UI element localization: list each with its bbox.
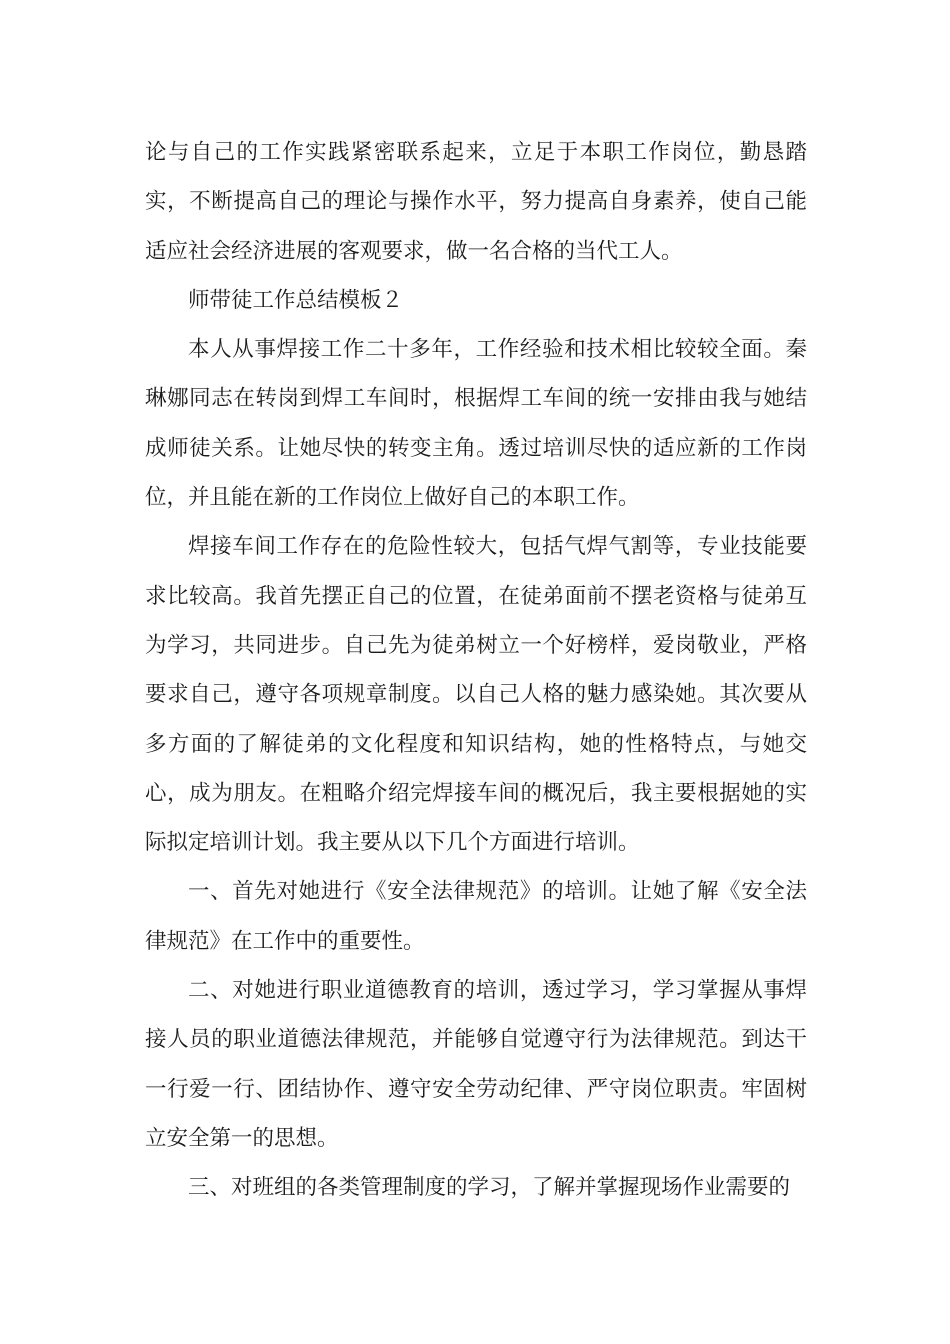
paragraph-item-1: 一、首先对她进行《安全法律规范》的培训。让她了解《安全法律规范》在工作中的重要性。 [145,879,807,954]
paragraph-workshop: 焊接车间工作存在的危险性较大，包括气焊气割等，专业技能要求比较高。我首先摆正自己的位置，在徒弟面前不摆老资格与徒弟互为学习，共同进步。自己先为徒弟树立一个好榜样，爱岗敬业，严格要求自己，遵守各项规章制度。以自己人格的魅力感染她。其次要从多方面的了解徒弟的文化程度和知识结构，她的性格特点，与她交心，成为朋友。在粗略介绍完焊接车间的概况后，我主要根据她的实际拟定培训计划。我主要从以下几个方面进行培训。 [145,534,807,856]
section-heading: 师带徒工作总结模板２ [188,287,404,313]
paragraph-item-3: 三、对班组的各类管理制度的学习，了解并掌握现场作业需要的 [188,1175,791,1201]
paragraph-item-2: 二、对她进行职业道德教育的培训，透过学习，学习掌握从事焊接人员的职业道德法律规范，并能够自觉遵守行为法律规范。到达干一行爱一行、团结协作、遵守安全劳动纪律、严守岗位职责。牢固树立安全第一的思想。 [145,978,807,1151]
paragraph-intro: 本人从事焊接工作二十多年，工作经验和技术相比较较全面。秦琳娜同志在转岗到焊工车间时，根据焊工车间的统一安排由我与她结成师徒关系。让她尽快的转变主角。透过培训尽快的适应新的工作岗位，并且能在新的工作岗位上做好自己的本职工作。 [145,337,807,511]
paragraph-continuation: 论与自己的工作实践紧密联系起来，立足于本职工作岗位，勤恳踏实，不断提高自己的理论与操作水平，努力提高自身素养，使自己能适应社会经济进展的客观要求，做一名合格的当代工人。 [145,140,807,264]
document-body [145,128,807,1213]
